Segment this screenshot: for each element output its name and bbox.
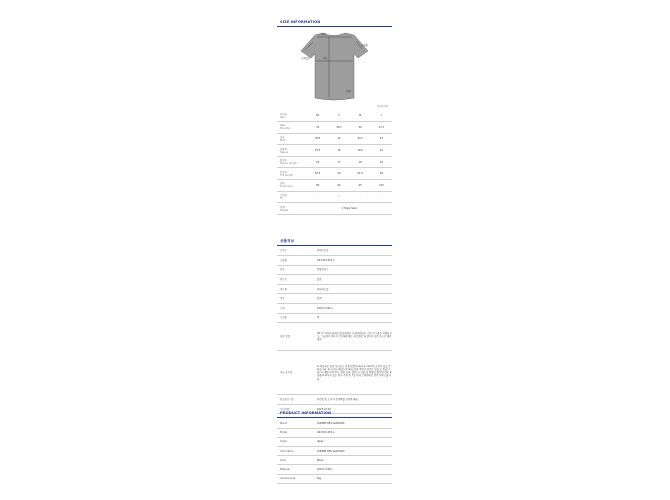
- row-label-ko: 암홀폭: [280, 147, 287, 151]
- size-row: [277, 180, 392, 192]
- size-cell: 64: [371, 168, 392, 180]
- product-row: [277, 428, 392, 437]
- detail-value-text: 블랙: [317, 297, 322, 301]
- size-row-label: [277, 122, 307, 134]
- size-cell: 42: [328, 133, 349, 145]
- size-row-label: [277, 180, 307, 192]
- row-label-ko: 한국: [280, 182, 285, 186]
- size-cell: 100: [371, 180, 392, 192]
- size-row-label: [277, 191, 307, 203]
- size-row: [277, 133, 392, 145]
- product-label: Origin: [277, 437, 317, 446]
- size-cell: -: [350, 191, 371, 203]
- size-row: [277, 191, 392, 203]
- row-label-en: Full Length: [280, 173, 294, 177]
- detail-value: [317, 313, 392, 323]
- size-cell: 170g(L Size): [307, 203, 392, 215]
- detail-value-text: 30 ℃ 이하의 물에서 중성세제로 손세탁하세요. 건조기 사용은 피해주시고, 그늘에서 뉘어서 건조해주세요. 다림질은 뒤집어서 낮은 온도로 해주세요.: [317, 331, 392, 342]
- detail-row: [277, 246, 392, 256]
- product-value: 100% Cotton: [317, 465, 392, 474]
- size-cell: 95: [350, 180, 371, 192]
- detail-row: [277, 351, 392, 395]
- row-label-en: Weight: [280, 208, 289, 212]
- detail-row: [277, 294, 392, 304]
- product-table: [277, 419, 392, 484]
- detail-row: [277, 313, 392, 323]
- detail-label: 색상: [277, 294, 317, 304]
- tshirt-shape: [301, 33, 368, 100]
- row-label-en: Korea Size: [280, 185, 293, 189]
- size-row: [277, 145, 392, 157]
- size-cell: 85: [307, 180, 328, 192]
- size-column-header: XS: [307, 110, 328, 122]
- detail-table: [277, 246, 392, 414]
- detail-label: 종류: [277, 265, 317, 275]
- size-row: [277, 122, 392, 134]
- detail-label: 원산지: [277, 275, 317, 285]
- size-cell: 56.5: [307, 168, 328, 180]
- product-value: AZ-T215-051-1: [317, 428, 392, 437]
- detail-value: [317, 275, 392, 285]
- detail-value: [317, 395, 392, 405]
- tshirt-size-diagram: [277, 28, 392, 106]
- detail-value-text: 반팔티셔츠: [317, 268, 329, 272]
- size-cell: -: [371, 191, 392, 203]
- product-row: [277, 474, 392, 483]
- row-label-en: Fit: [280, 196, 283, 200]
- product-label: Information: [277, 447, 317, 456]
- detail-value-text: 관련법 및 소비자 분쟁해결 규정에 따름: [317, 397, 358, 401]
- size-cell: 18: [350, 156, 371, 168]
- product-section-title: PRODUCT INFORMATION: [280, 411, 332, 415]
- detail-label: 품질보증기준: [277, 395, 317, 405]
- row-label-en: Shoulder: [280, 127, 291, 131]
- size-cell: 61.5: [350, 168, 371, 180]
- size-cell: 19: [371, 145, 392, 157]
- row-label-ko: 팔길이: [280, 159, 287, 163]
- product-row: [277, 465, 392, 474]
- detail-value-text: 일본: [317, 277, 322, 281]
- product-detail-page: [277, 0, 392, 500]
- row-label-en: Sleeve Length: [280, 162, 298, 166]
- detail-value: [317, 256, 392, 266]
- size-row: [277, 203, 392, 215]
- size-section-divider: [277, 26, 392, 27]
- size-row-label: [277, 203, 307, 215]
- size-row: [277, 156, 392, 168]
- size-column-header: S: [328, 110, 349, 122]
- row-label-en: Bust: [280, 138, 286, 142]
- product-value: Black: [317, 456, 392, 465]
- product-row: [277, 456, 392, 465]
- size-table: [277, 110, 392, 215]
- size-section-title: SIZE INFORMATION: [280, 20, 321, 24]
- detail-label: 소재: [277, 304, 317, 314]
- size-row: [277, 168, 392, 180]
- detail-label: 브랜드: [277, 246, 317, 256]
- detail-value-text: 100% Cotton: [317, 306, 333, 310]
- row-label-ko: 사이즈: [280, 112, 287, 116]
- detail-label: 수입연월: [277, 404, 317, 414]
- size-cell: 39.5: [307, 133, 328, 145]
- detail-row: [277, 275, 392, 285]
- detail-label: 세탁 방법: [277, 323, 317, 351]
- size-cell: 19: [371, 156, 392, 168]
- product-label: Components: [277, 474, 317, 483]
- product-label: Material: [277, 465, 317, 474]
- size-cell: 18: [328, 145, 349, 157]
- size-cell: 56: [328, 168, 349, 180]
- size-cell: 16.5: [307, 145, 328, 157]
- size-row-label: [277, 145, 307, 157]
- size-cell: 17: [328, 156, 349, 168]
- detail-value: [317, 323, 392, 351]
- size-cell: 37.5: [371, 122, 392, 134]
- detail-value: [317, 294, 392, 304]
- detail-label: 제조원: [277, 284, 317, 294]
- size-cell: 44.5: [350, 133, 371, 145]
- detail-row: [277, 265, 392, 275]
- sleeve-label: 소매통: [361, 44, 368, 47]
- row-label-en: Sleeve: [280, 150, 289, 154]
- detail-value: [317, 265, 392, 275]
- detail-row: [277, 304, 392, 314]
- size-cell: 90: [328, 180, 349, 192]
- product-value: Tag: [317, 474, 392, 483]
- detail-value: [317, 304, 392, 314]
- size-cell: 34.5: [328, 122, 349, 134]
- product-label: Brand: [277, 419, 317, 428]
- size-header-row: [277, 110, 392, 122]
- size-cell: 18.5: [350, 145, 371, 157]
- detail-value: [317, 351, 392, 395]
- detail-value-text: 택: [317, 316, 320, 320]
- detail-label: 모델명: [277, 256, 317, 266]
- row-label-en: Size: [280, 115, 285, 119]
- size-cell: 33: [307, 122, 328, 134]
- size-row-label: [277, 133, 307, 145]
- length-label: 총장: [346, 90, 351, 93]
- detail-row: [277, 395, 392, 405]
- detail-row: [277, 284, 392, 294]
- size-cell: 16: [307, 156, 328, 168]
- size-column-header: M: [350, 110, 371, 122]
- row-label-ko: 무게: [280, 205, 285, 209]
- detail-label: 구성품: [277, 313, 317, 323]
- size-cell: 36: [350, 122, 371, 134]
- detail-value-text: 꼼데가르송: [317, 248, 329, 252]
- size-row-label: [277, 168, 307, 180]
- size-cell: -: [307, 191, 328, 203]
- detail-label: 취급 유의점: [277, 351, 317, 395]
- product-label: Color: [277, 456, 317, 465]
- product-row: [277, 447, 392, 456]
- unit-label: 단위 (cm): [377, 105, 388, 108]
- detail-value: [317, 246, 392, 256]
- detail-section-title: 상품정보: [280, 239, 295, 243]
- size-cell: ✓: [328, 191, 349, 203]
- product-value: COMME DES GARCONS: [317, 419, 392, 428]
- shoulder-label: 어깨: [321, 33, 326, 36]
- sleeve-length-label: 소매길이: [301, 57, 311, 60]
- detail-value-text: 2023-10-16: [317, 407, 331, 411]
- detail-value-text: AZ-T215-051-1: [317, 258, 335, 262]
- product-value: COMME DES GARCONS: [317, 447, 392, 456]
- product-section-divider: [277, 417, 392, 418]
- size-cell: 47: [371, 133, 392, 145]
- row-label-ko: 총길이: [280, 170, 287, 174]
- detail-row: [277, 323, 392, 351]
- detail-row: [277, 256, 392, 266]
- row-label-ko: 어깨: [280, 124, 285, 128]
- product-value: Japan: [317, 437, 392, 446]
- size-header-label: [277, 110, 307, 122]
- product-row: [277, 437, 392, 446]
- row-label-ko: 가슴: [280, 135, 285, 139]
- detail-value-text: ※ 제공되는 실측 사이즈는 측정 방법에 따라 1~3cm의 오차가 있을 수 있습니다. ※ 모니터 해상도에 따라 실제 색상과 차이가 있을 수 있습니다. ※ 제품의 택 제거, 착용 흔적, 세탁 시 교환 및 반품이 불가합니다. ※ 상품에 하자가 있는 경우 수령 후 7일 이내 고객센터로 연락 부탁드립니다.: [317, 364, 392, 381]
- size-row-label: [277, 156, 307, 168]
- detail-value-text: 꼼데가르송: [317, 287, 329, 291]
- chest-label: 가슴: [323, 57, 328, 60]
- product-label: Model: [277, 428, 317, 437]
- row-label-ko: 오버핏: [280, 193, 287, 197]
- product-row: [277, 419, 392, 428]
- detail-value: [317, 284, 392, 294]
- size-column-header: L: [371, 110, 392, 122]
